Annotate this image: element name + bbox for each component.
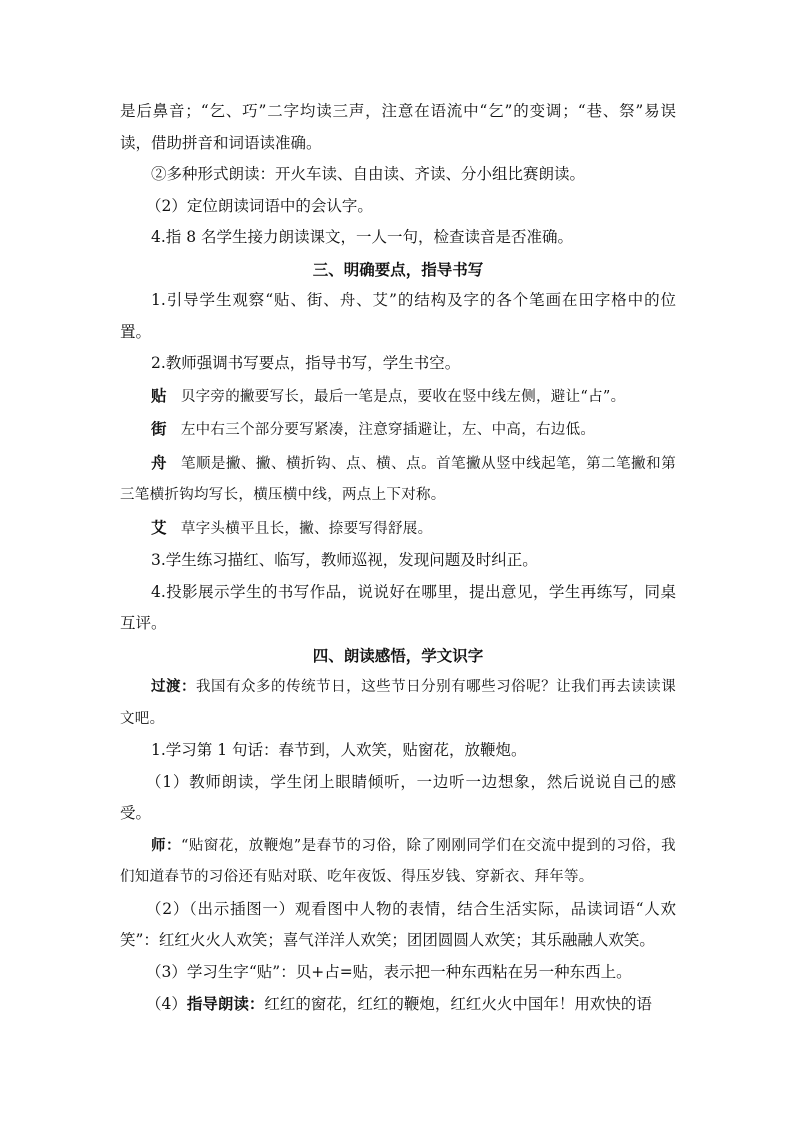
paragraph-guided-reading: [120, 988, 676, 1021]
note-zhou-text: 笔顺是撇、撇、横折钩、点、横、点。首笔撇从竖中线起笔，第二笔撇和第三笔横折钩均写长，横压横中线，两点上下对称。: [120, 455, 676, 503]
paragraph-observe-structure: 1.引导学生观察“贴、街、舟、艾”的结构及字的各个笔画在田字格中的位置。: [120, 291, 676, 341]
paragraph-teacher-remark: [120, 830, 676, 894]
paragraph-sentence-one: 1.学习第 1 句话：春节到，人欢笑，贴窗花，放鞭炮。: [151, 741, 527, 759]
writing-note-ai: [120, 512, 676, 546]
paragraph-locate-words: （2）定位朗读词语中的会认字。: [146, 196, 373, 215]
section-heading-four: 四、朗读感悟，学文识字: [312, 645, 484, 665]
guided-reading-prefix: （4）: [146, 995, 187, 1013]
char-tie: 贴: [151, 385, 167, 405]
paragraph-projection-display: 4.投影展示学生的书写作品，说说好在哪里，提出意见，学生再练写，同桌互评。: [120, 582, 676, 632]
transition-text: 我国有众多的传统节日，这些节日分别有哪些习俗呢？让我们再去读读课文吧。: [120, 679, 676, 727]
paragraph-practice-tracing: 3.学生练习描红、临写，教师巡视，发现问题及时纠正。: [151, 551, 538, 569]
writing-note-jie: [120, 413, 676, 447]
paragraph-illustration-one: （2）（出示插图一）观看图中人物的表情，结合生活实际，品读词语“人欢笑”：红红火火人欢笑；喜气洋洋人欢笑；团团圆圆人欢笑；其乐融融人欢笑。: [120, 899, 676, 949]
guided-reading-label: 指导朗读：: [186, 994, 265, 1013]
char-zhou: 舟: [151, 452, 168, 472]
paragraph-transition: [120, 671, 676, 735]
paragraph-teacher-reads: （1）教师朗读，学生闭上眼睛倾听，一边听一边想象，然后说说自己的感受。: [120, 772, 676, 822]
paragraph-writing-points: 2.教师强调书写要点，指导书写，学生书空。: [151, 354, 461, 372]
teacher-text: “贴窗花，放鞭炮”是春节的习俗，除了刚刚同学们在交流中提到的习俗，我们知道春节的习俗还有贴对联、吃年夜饭、得压岁钱、穿新衣、拜年等。: [120, 837, 676, 885]
transition-label: 过渡：: [151, 678, 197, 695]
char-ai: 艾: [151, 517, 167, 537]
section-heading-three: 三、明确要点，指导书写: [312, 259, 484, 279]
note-tie-text: 贝字旁的撇要写长，最后一笔是点，要收在竖中线左侧，避让“占”。: [180, 388, 626, 405]
paragraph-pronunciation-note: 是后鼻音；“乞、巧”二字均读三声，注意在语流中“乞”的变调；“巷、祭”易误读，借助拼音和词语读准确。: [120, 102, 676, 152]
note-jie-text: 左中右三个部分要写紧凑，注意穿插避让，左、中高，右边低。: [180, 422, 596, 438]
document-body: [120, 96, 676, 1021]
writing-note-zhou: [120, 447, 676, 512]
paragraph-relay-reading: 4.指 8 名学生接力朗读课文，一人一句，检查读音是否准确。: [151, 228, 574, 246]
writing-note-tie: [120, 380, 676, 414]
paragraph-learn-tie: （3）学习生字“贴”：贝+占=贴，表示把一种东西粘在另一种东西上。: [146, 962, 632, 981]
char-jie: 街: [151, 419, 167, 438]
note-ai-text: 草字头横平且长，撇、捺要写得舒展。: [180, 520, 433, 537]
paragraph-reading-forms: ②多种形式朗读：开火车读、自由读、齐读、分小组比赛朗读。: [151, 165, 586, 183]
teacher-label: 师：: [151, 836, 181, 854]
guided-reading-text: 红红的窗花，红红的鞭炮，红红火火中国年！用欢快的语: [264, 995, 652, 1013]
